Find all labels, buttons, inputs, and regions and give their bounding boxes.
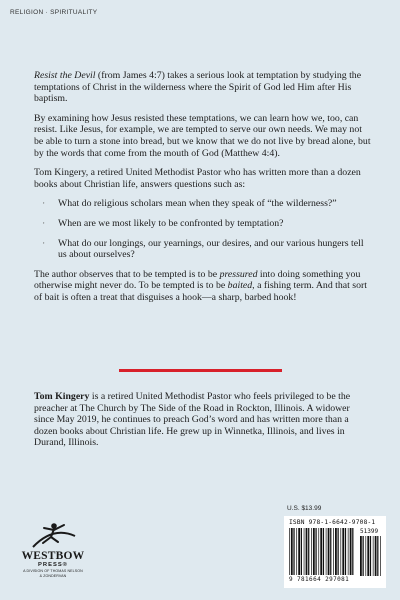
question-text: What do our longings, our yearnings, our desires, and our various hungers tell us about ourselves? [58, 237, 364, 261]
barcode-icon [289, 528, 355, 575]
author-bio-text: is a retired United Methodist Pastor who feels privileged to be the preacher at The Church by The Side of the Road in Rockton, Illinois. A widower since May 2019, he continues to preach God’s word and has written more than a dozen books about Christian life. He grew up in Winnetka, Illinois, and lives in Durand, Illinois. [34, 391, 351, 449]
publisher-logo [12, 520, 94, 590]
author-bio [34, 391, 372, 449]
publisher-name: WESTBOW [21, 550, 85, 562]
list-item [34, 218, 372, 230]
isbn-text: ISBN 978-1-6642-9708-1 [289, 519, 376, 526]
red-divider [119, 369, 282, 372]
question-text: When are we most likely to be confronted by temptation? [58, 217, 284, 229]
price-label: U.S. $13.99 [287, 505, 322, 512]
category-label: RELIGION · SPIRITUALITY [10, 9, 98, 16]
intro-text: (from James 4:7) takes a serious look at temptation by studying the temptations of Christ in the wilderness where the Spirit of God led Him after His baptism. [34, 70, 362, 105]
book-title: Resist the Devil [34, 70, 96, 81]
p4-text: , a fishing term. And that sort of bait is often a treat that disguises a hook—a sharp, barbed hook! [34, 280, 367, 303]
back-cover-description [34, 70, 372, 312]
addon-number: 51399 [360, 528, 379, 535]
bullet-icon: · [42, 217, 46, 229]
p4-text: into doing something you otherwise might never do. To be tempted is to be [34, 268, 361, 292]
list-item [34, 198, 372, 210]
intro-paragraph [34, 70, 372, 105]
list-item [34, 238, 372, 261]
question-text: What do religious scholars mean when they speak of “the wilderness?” [58, 198, 337, 210]
publisher-division-2: & ZONDERVAN [39, 573, 67, 578]
ean-number: 9 781664 297081 [289, 576, 350, 583]
question-list [34, 198, 372, 260]
paragraph-3: Tom Kingery, a retired United Methodist Pastor who has written more than a dozen books about Christian life, answers questions such as: [34, 167, 361, 190]
author-name: Tom Kingery [34, 391, 90, 402]
addon-barcode-icon [360, 536, 382, 576]
paragraph-4 [34, 269, 372, 304]
barcode-box [284, 516, 386, 588]
bullet-icon: · [42, 237, 46, 249]
p4-text: The author observes that to be tempted is to be [34, 268, 220, 280]
bullet-icon: · [42, 198, 46, 210]
publisher-division-1: A DIVISION OF THOMAS NELSON [23, 569, 83, 573]
p4-emphasis-baited: baited [227, 280, 253, 292]
figure-icon [28, 520, 78, 550]
paragraph-2: By examining how Jesus resisted these temptations, we can learn how we, too, can resist. Like Jesus, for example, we are tempted to serve our own needs. We may not be able to turn a stone into bread, but we know that we do not live by bread alone, but by the words that come from the mouth of God (Matthew 4:4). [34, 112, 371, 159]
p4-emphasis-pressured: pressured [219, 268, 258, 280]
publisher-press: PRESS® [38, 562, 68, 568]
